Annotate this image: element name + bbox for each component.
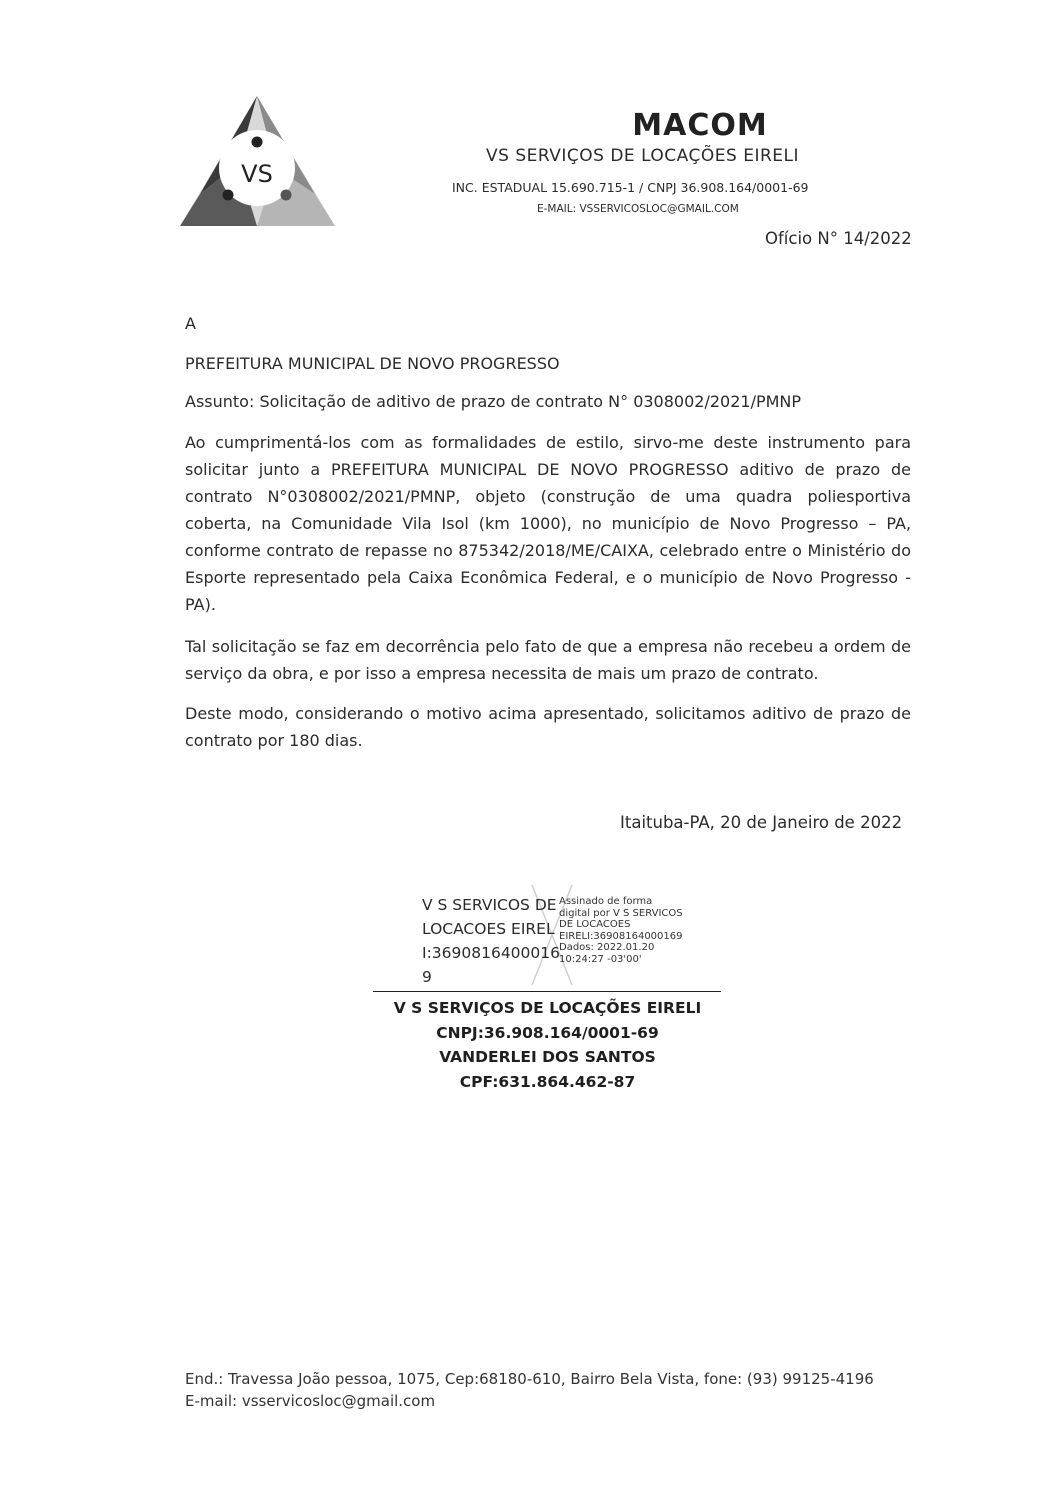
brand-name: MACOM	[632, 108, 768, 143]
signature-line	[373, 991, 721, 992]
recipient-prefix: A	[185, 314, 196, 333]
company-name: VS SERVIÇOS DE LOCAÇÕES EIRELI	[486, 146, 799, 166]
company-logo	[180, 96, 335, 231]
letterhead-email: E-MAIL: VSSERVICOSLOC@GMAIL.COM	[537, 203, 739, 215]
body-paragraph-2: Tal solicitação se faz em decorrência pelo fato de que a empresa não recebeu a ordem de serviço da obra, e por isso a empresa necessita de mais um prazo de contrato.	[185, 637, 911, 683]
stamp-line: Dados: 2022.01.20	[559, 942, 655, 953]
registration-numbers: INC. ESTADUAL 15.690.715-1 / CNPJ 36.908.164/0001-69	[452, 180, 809, 195]
recipient: PREFEITURA MUNICIPAL DE NOVO PROGRESSO	[185, 354, 560, 373]
stamp-line: DE LOCACOES	[559, 919, 631, 930]
signature-cpf: CPF:631.864.462-87	[459, 1072, 636, 1091]
date-location: Itaituba-PA, 20 de Janeiro de 2022	[620, 813, 903, 832]
logo-text: VS	[241, 160, 273, 188]
oficio-number: Ofício N° 14/2022	[765, 229, 912, 248]
stamp-line: Assinado de forma	[559, 896, 653, 907]
digital-signature-stamp	[559, 896, 699, 965]
body-paragraph-3: Deste modo, considerando o motivo acima apresentado, solicitamos aditivo de prazo de contrato por 180 dias.	[185, 704, 911, 750]
signature-block	[380, 996, 715, 1094]
stamp-line: EIRELI:36908164000169	[559, 930, 683, 942]
stamp-line: 10:24:27 -03'00'	[559, 953, 642, 965]
digital-signer-name: V S SERVICOS DE LOCACOES EIRELI:36908164000169	[422, 896, 560, 986]
subject-line: Assunto: Solicitação de aditivo de prazo de contrato N° 0308002/2021/PMNP	[185, 392, 802, 411]
stamp-line: digital por V S SERVICOS	[559, 907, 683, 919]
footer-address: End.: Travessa João pessoa, 1075, Cep:68180-610, Bairro Bela Vista, fone: (93) 99125-4196	[185, 1370, 874, 1388]
signature-person: VANDERLEI DOS SANTOS	[439, 1048, 656, 1066]
body-paragraph-1: Ao cumprimentá-los com as formalidades de estilo, sirvo-me deste instrumento para solicitar junto a PREFEITURA MUNICIPAL DE NOVO PROGRESSO aditivo de prazo de contrato N°0308002/2021/PMNP, objeto (construção de uma quadra poliesportiva coberta, na Comunidade Vila Isol (km 1000), no município de Novo Progresso – PA, conforme contrato de repasse no 875342/2018/ME/CAIXA, celebrado entre o Ministério do Esporte representado pela Caixa Econômica Federal, e o município de Novo Progresso - PA).	[185, 433, 911, 614]
footer	[185, 1368, 874, 1412]
signature-company: V S SERVIÇOS DE LOCAÇÕES EIRELI	[393, 999, 702, 1017]
brand-block	[500, 108, 900, 143]
footer-email: E-mail: vsservicosloc@gmail.com	[185, 1392, 436, 1410]
signature-cnpj: CNPJ:36.908.164/0001-69	[436, 1023, 659, 1042]
